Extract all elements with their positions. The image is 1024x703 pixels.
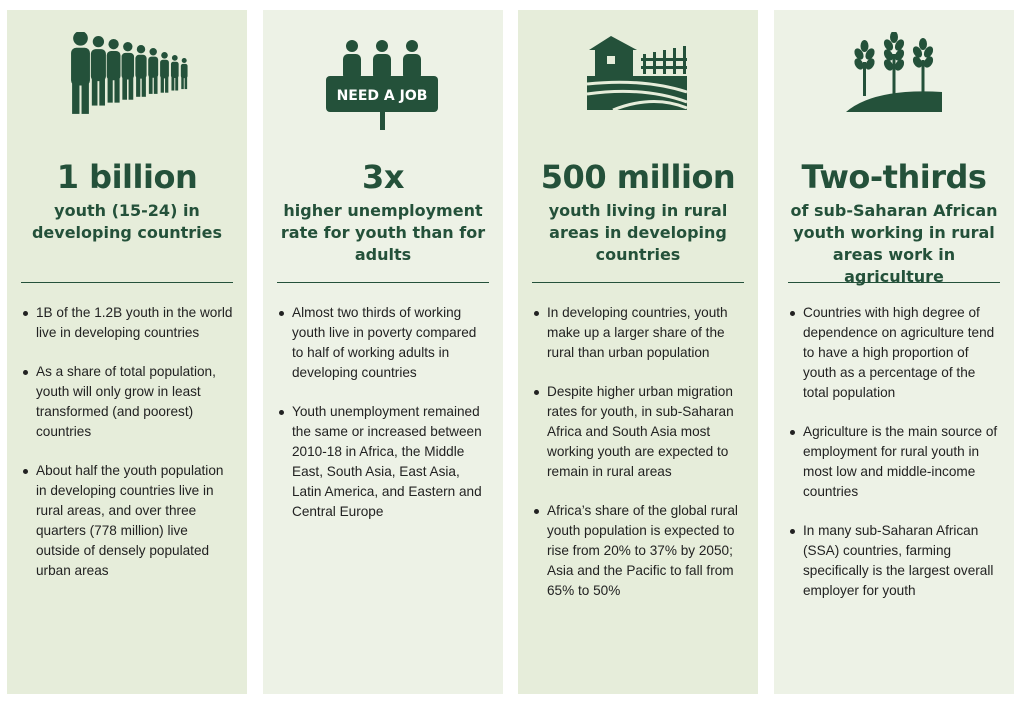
need-a-job-sign-icon	[263, 32, 503, 132]
bullet-list	[518, 303, 758, 620]
list-item: About half the youth population in developing countries live in rural areas, and over three quarters (778 million) live outside of densely populated urban areas	[7, 461, 233, 581]
list-item: As a share of total population, youth will only grow in least transformed (and poorest) countries	[7, 362, 233, 442]
list-item: Countries with high degree of dependence on agriculture tend to have a high proportion of youth as a percentage of the total population	[774, 303, 1000, 403]
stat-value: 500 million	[540, 158, 736, 196]
bullet-list	[263, 303, 503, 541]
panel-youth-population	[7, 10, 247, 694]
wheat-icon	[774, 32, 1014, 132]
farmhouse-icon	[518, 32, 758, 132]
panel-unemployment	[263, 10, 503, 694]
stat-value: 1 billion	[56, 158, 198, 196]
divider	[788, 282, 1000, 283]
list-item: 1B of the 1.2B youth in the world live in developing countries	[7, 303, 233, 343]
stat-subtitle: youth (15-24) in developing countries	[31, 201, 223, 242]
crowd-icon	[7, 32, 247, 132]
sign-text: NEED A JOB	[336, 88, 428, 104]
list-item: Africa’s share of the global rural youth population is expected to rise from 20% to 37% by 2050; Asia and the Pacific to fall from 65% to 50%	[518, 501, 744, 601]
panel-rural-youth	[518, 10, 758, 694]
list-item: Agriculture is the main source of employment for rural youth in most low and middle-income countries	[774, 422, 1000, 502]
divider	[277, 282, 489, 283]
panel-agriculture	[774, 10, 1014, 694]
list-item: Almost two thirds of working youth live in poverty compared to half of working adults in developing countries	[263, 303, 489, 383]
stat-value: Two-thirds	[801, 158, 987, 196]
list-item: In developing countries, youth make up a larger share of the rural than urban population	[518, 303, 744, 363]
stat-subtitle: youth living in rural areas in developing countries	[548, 201, 728, 264]
bullet-list	[7, 303, 247, 600]
list-item: In many sub-Saharan African (SSA) countries, farming specifically is the largest overall employer for youth	[774, 521, 1000, 601]
divider	[532, 282, 744, 283]
list-item: Youth unemployment remained the same or increased between 2010-18 in Africa, the Middle East, South Asia, East Asia, Latin America, and Eastern and Central Europe	[263, 402, 489, 522]
divider	[21, 282, 233, 283]
stat-subtitle: of sub-Saharan African youth working in rural areas work in agriculture	[790, 201, 998, 286]
stat-value: 3x	[362, 158, 404, 196]
bullet-list	[774, 303, 1014, 620]
list-item: Despite higher urban migration rates for youth, in sub-Saharan Africa and South Asia most working youth are expected to remain in rural areas	[518, 382, 744, 482]
stat-subtitle: higher unemployment rate for youth than for adults	[280, 201, 486, 264]
